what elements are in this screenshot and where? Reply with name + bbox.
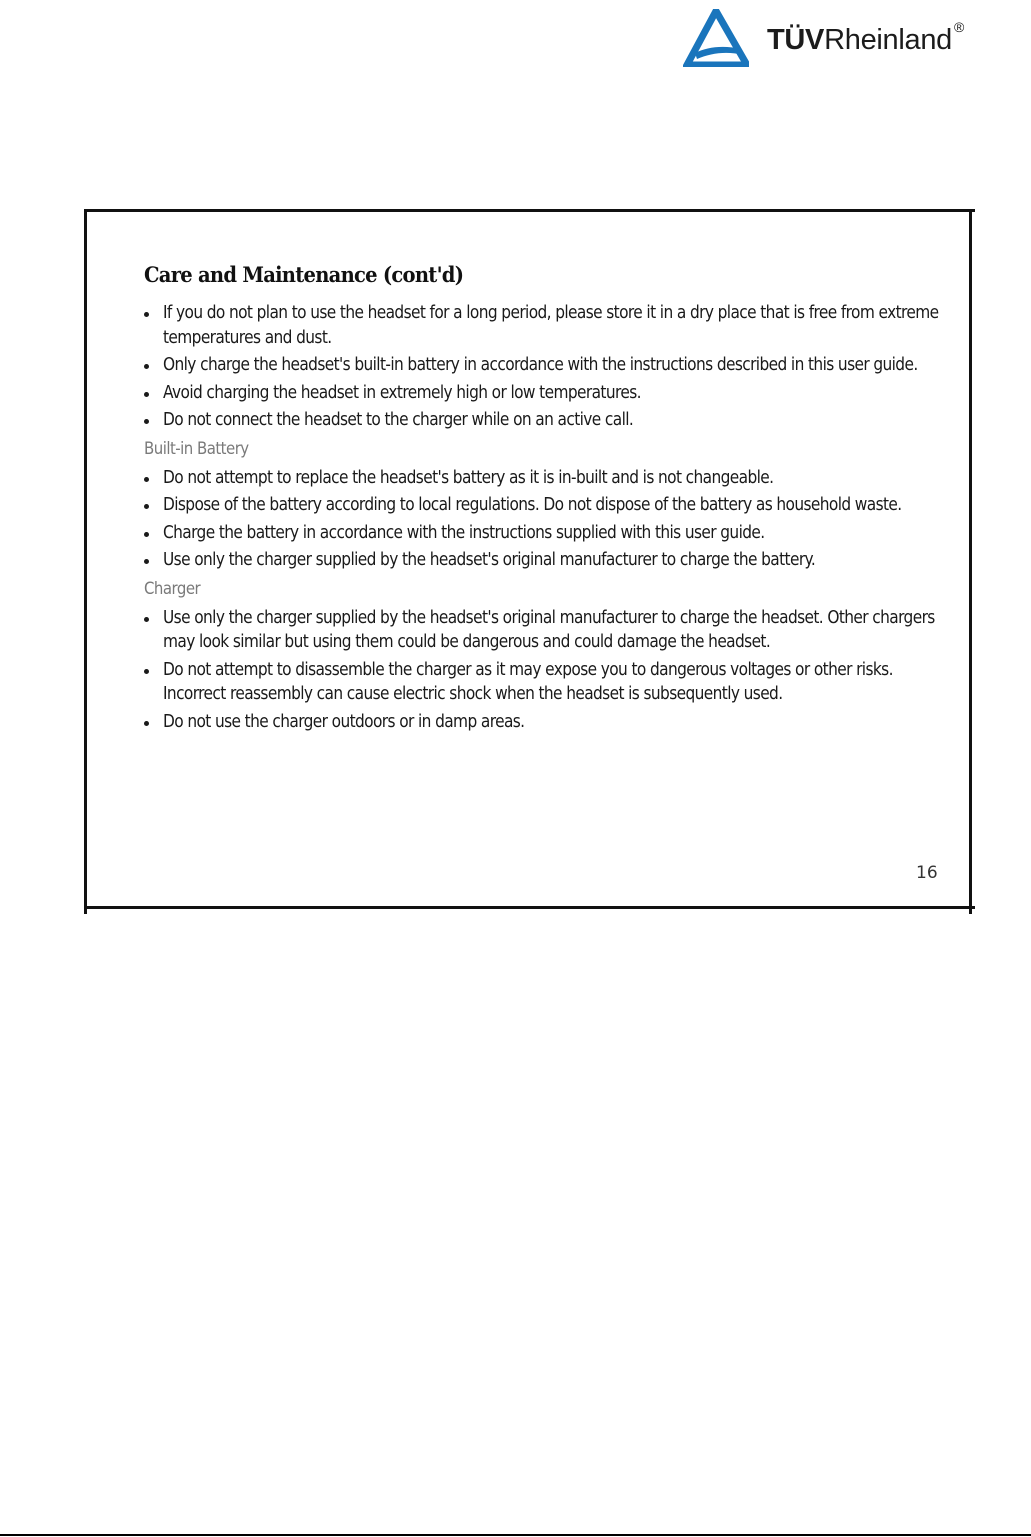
brand-tuv: TÜV [767,23,825,56]
list-item: Use only the charger supplied by the headset's original manufacturer to charge the headset. Other chargers may look similar but using them could be dangerous and could damage the headset. [144,606,944,655]
brand-rheinland: Rheinland [824,23,953,56]
bullet-icon [144,392,149,397]
bullet-icon [144,312,149,317]
tuv-triangle-logo-icon [683,9,749,67]
bullet-icon [144,532,149,537]
list-item: If you do not plan to use the headset for a long period, please store it in a dry place that is free from extreme temperatures and dust. [144,301,944,350]
frame-tick [970,209,975,212]
tuv-rheinland-logo [683,8,964,68]
section-heading-built-in-battery: Built-in Battery [144,438,249,459]
list-item: Do not attempt to disassemble the charger as it may expose you to dangerous voltages or other risks. Incorrect reassembly can cause electric shock when the headset is subsequently used. [144,658,944,707]
charger-list [144,606,944,735]
list-item: Dispose of the battery according to local regulations. Do not dispose of the battery as household waste. [144,493,944,518]
section-heading-charger: Charger [144,578,201,599]
bullet-icon [144,364,149,369]
general-care-list [144,301,944,433]
brand-name [767,18,965,56]
list-item: Do not connect the headset to the charger while on an active call. [144,408,944,433]
frame-tick [969,909,972,914]
bullet-icon [144,721,149,726]
registered-mark: ® [954,18,965,35]
page-title: Care and Maintenance (cont'd) [144,262,464,287]
list-item: Charge the battery in accordance with the instructions supplied with this user guide. [144,521,944,546]
bullet-icon [144,477,149,482]
bottom-rule [0,1534,1031,1536]
frame-tick [84,909,87,914]
list-item: Avoid charging the headset in extremely high or low temperatures. [144,381,944,406]
list-item: Only charge the headset's built-in battery in accordance with the instructions described in this user guide. [144,353,944,378]
list-item: Do not attempt to replace the headset's battery as it is in-built and is not changeable. [144,466,944,491]
bullet-icon [144,669,149,674]
bullet-icon [144,559,149,564]
list-item: Do not use the charger outdoors or in damp areas. [144,710,944,735]
list-item: Use only the charger supplied by the headset's original manufacturer to charge the battery. [144,548,944,573]
bullet-icon [144,504,149,509]
bullet-icon [144,617,149,622]
document-content [144,262,944,737]
page-number: 16 [916,863,938,883]
bullet-icon [144,419,149,424]
built-in-battery-list [144,466,944,573]
